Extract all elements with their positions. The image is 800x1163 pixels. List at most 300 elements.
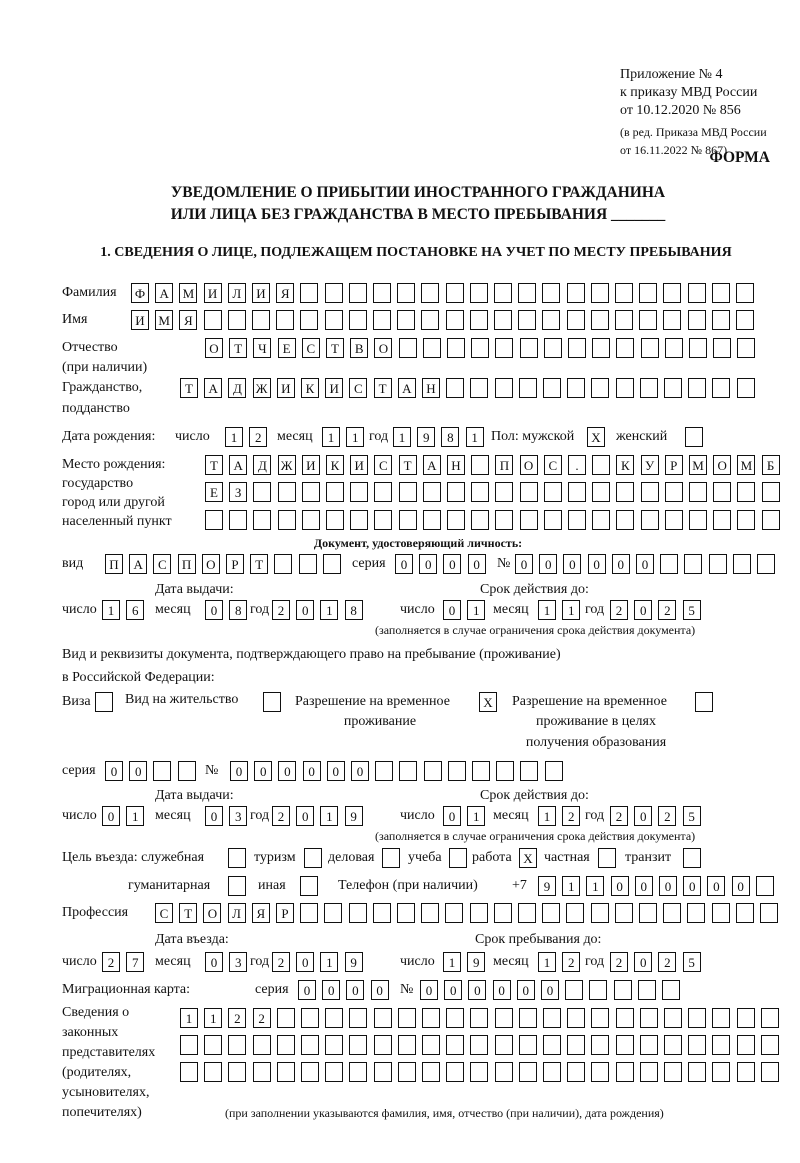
char-box[interactable] (664, 1062, 682, 1082)
char-box[interactable] (664, 378, 682, 398)
char-box[interactable]: 0 (563, 554, 581, 574)
char-box[interactable]: 2 (610, 600, 628, 620)
char-box[interactable]: 8 (441, 427, 459, 447)
char-box[interactable] (470, 903, 488, 923)
char-box[interactable]: 9 (467, 952, 485, 972)
char-box[interactable]: М (737, 455, 755, 475)
char-box[interactable] (470, 1062, 488, 1082)
char-box[interactable] (709, 554, 727, 574)
char-box[interactable] (421, 283, 439, 303)
char-box[interactable] (737, 1008, 755, 1028)
char-box[interactable] (761, 1008, 779, 1028)
char-box[interactable]: X (519, 848, 537, 868)
char-box[interactable] (664, 1008, 682, 1028)
char-box[interactable] (494, 903, 512, 923)
char-box[interactable] (274, 554, 292, 574)
char-box[interactable] (495, 338, 513, 358)
char-box[interactable]: Р (665, 455, 683, 475)
char-box[interactable]: 1 (467, 600, 485, 620)
char-box[interactable] (300, 310, 318, 330)
char-box[interactable] (278, 510, 296, 530)
char-box[interactable] (304, 848, 322, 868)
char-box[interactable] (688, 1062, 706, 1082)
char-box[interactable] (301, 1035, 319, 1055)
char-box[interactable] (663, 283, 681, 303)
char-box[interactable] (712, 283, 730, 303)
char-box[interactable] (736, 283, 754, 303)
char-box[interactable]: 0 (443, 806, 461, 826)
char-box[interactable] (757, 554, 775, 574)
char-box[interactable] (689, 482, 707, 502)
char-box[interactable]: 0 (419, 554, 437, 574)
char-box[interactable] (278, 482, 296, 502)
char-box[interactable]: 1 (562, 600, 580, 620)
char-box[interactable]: 1 (320, 806, 338, 826)
char-box[interactable] (542, 310, 560, 330)
char-box[interactable] (471, 510, 489, 530)
char-box[interactable] (374, 482, 392, 502)
char-box[interactable] (495, 510, 513, 530)
char-box[interactable] (712, 310, 730, 330)
char-box[interactable] (640, 1062, 658, 1082)
char-box[interactable]: У (641, 455, 659, 475)
char-box[interactable]: С (544, 455, 562, 475)
char-box[interactable] (591, 283, 609, 303)
char-box[interactable] (567, 1062, 585, 1082)
char-box[interactable] (567, 1008, 585, 1028)
char-box[interactable] (712, 903, 730, 923)
char-box[interactable] (519, 1062, 537, 1082)
char-box[interactable]: 0 (296, 806, 314, 826)
char-box[interactable]: 2 (228, 1008, 246, 1028)
char-box[interactable] (592, 455, 610, 475)
char-box[interactable] (350, 510, 368, 530)
char-box[interactable] (398, 1008, 416, 1028)
char-box[interactable]: 1 (393, 427, 411, 447)
char-box[interactable] (253, 510, 271, 530)
char-box[interactable]: Е (278, 338, 296, 358)
char-box[interactable] (397, 283, 415, 303)
char-box[interactable]: 0 (588, 554, 606, 574)
char-box[interactable] (495, 482, 513, 502)
char-box[interactable]: 0 (129, 761, 147, 781)
char-box[interactable]: 0 (395, 554, 413, 574)
char-box[interactable] (494, 310, 512, 330)
char-box[interactable] (567, 1035, 585, 1055)
char-box[interactable] (253, 1035, 271, 1055)
char-box[interactable]: О (205, 338, 223, 358)
char-box[interactable]: 2 (272, 952, 290, 972)
char-box[interactable] (494, 283, 512, 303)
char-box[interactable]: 0 (517, 980, 535, 1000)
char-box[interactable]: З (229, 482, 247, 502)
char-box[interactable] (229, 510, 247, 530)
char-box[interactable] (423, 338, 441, 358)
char-box[interactable]: 0 (102, 806, 120, 826)
char-box[interactable]: О (202, 554, 220, 574)
char-box[interactable]: 9 (417, 427, 435, 447)
char-box[interactable] (263, 692, 281, 712)
char-box[interactable] (663, 903, 681, 923)
char-box[interactable] (423, 510, 441, 530)
char-box[interactable] (374, 1062, 392, 1082)
char-box[interactable] (204, 1035, 222, 1055)
char-box[interactable]: Т (205, 455, 223, 475)
char-box[interactable] (737, 482, 755, 502)
char-box[interactable] (447, 482, 465, 502)
char-box[interactable] (301, 1008, 319, 1028)
char-box[interactable]: 1 (586, 876, 604, 896)
char-box[interactable] (543, 1008, 561, 1028)
char-box[interactable]: 1 (538, 952, 556, 972)
char-box[interactable] (448, 761, 466, 781)
char-box[interactable]: 1 (225, 427, 243, 447)
char-box[interactable]: 0 (659, 876, 677, 896)
char-box[interactable] (373, 903, 391, 923)
char-box[interactable]: И (131, 310, 149, 330)
char-box[interactable] (687, 903, 705, 923)
char-box[interactable] (204, 310, 222, 330)
char-box[interactable]: 1 (180, 1008, 198, 1028)
char-box[interactable]: 0 (634, 600, 652, 620)
char-box[interactable] (662, 980, 680, 1000)
char-box[interactable] (591, 903, 609, 923)
char-box[interactable] (683, 848, 701, 868)
char-box[interactable] (568, 338, 586, 358)
char-box[interactable]: 2 (562, 952, 580, 972)
char-box[interactable] (445, 903, 463, 923)
char-box[interactable] (760, 903, 778, 923)
char-box[interactable]: 5 (683, 952, 701, 972)
char-box[interactable] (178, 761, 196, 781)
char-box[interactable] (520, 338, 538, 358)
char-box[interactable] (713, 482, 731, 502)
char-box[interactable]: О (713, 455, 731, 475)
char-box[interactable] (592, 338, 610, 358)
char-box[interactable] (446, 1062, 464, 1082)
char-box[interactable]: П (178, 554, 196, 574)
char-box[interactable] (228, 310, 246, 330)
char-box[interactable] (616, 510, 634, 530)
char-box[interactable] (277, 1062, 295, 1082)
char-box[interactable]: Т (399, 455, 417, 475)
char-box[interactable]: 2 (102, 952, 120, 972)
char-box[interactable] (349, 1008, 367, 1028)
char-box[interactable]: И (302, 455, 320, 475)
char-box[interactable] (449, 848, 467, 868)
char-box[interactable] (421, 310, 439, 330)
char-box[interactable]: Я (252, 903, 270, 923)
char-box[interactable] (276, 310, 294, 330)
char-box[interactable] (614, 980, 632, 1000)
char-box[interactable]: 0 (278, 761, 296, 781)
char-box[interactable] (616, 1035, 634, 1055)
char-box[interactable]: 1 (538, 600, 556, 620)
char-box[interactable] (591, 1062, 609, 1082)
char-box[interactable] (180, 1062, 198, 1082)
char-box[interactable]: 0 (254, 761, 272, 781)
char-box[interactable]: К (301, 378, 319, 398)
char-box[interactable]: Р (276, 903, 294, 923)
char-box[interactable]: Н (422, 378, 440, 398)
char-box[interactable] (567, 283, 585, 303)
char-box[interactable] (736, 310, 754, 330)
char-box[interactable] (349, 1062, 367, 1082)
char-box[interactable]: 1 (538, 806, 556, 826)
char-box[interactable]: П (495, 455, 513, 475)
char-box[interactable] (591, 1008, 609, 1028)
char-box[interactable]: Д (253, 455, 271, 475)
char-box[interactable] (665, 510, 683, 530)
char-box[interactable] (421, 903, 439, 923)
char-box[interactable]: 5 (683, 806, 701, 826)
char-box[interactable]: 2 (658, 806, 676, 826)
char-box[interactable] (616, 338, 634, 358)
char-box[interactable]: 0 (296, 600, 314, 620)
char-box[interactable] (616, 1062, 634, 1082)
char-box[interactable] (616, 1008, 634, 1028)
char-box[interactable]: 1 (320, 600, 338, 620)
char-box[interactable]: 0 (230, 761, 248, 781)
char-box[interactable]: X (479, 692, 497, 712)
char-box[interactable] (325, 1008, 343, 1028)
char-box[interactable]: 5 (683, 600, 701, 620)
char-box[interactable] (589, 980, 607, 1000)
char-box[interactable] (301, 1062, 319, 1082)
char-box[interactable] (641, 482, 659, 502)
char-box[interactable]: 1 (466, 427, 484, 447)
char-box[interactable] (567, 378, 585, 398)
char-box[interactable] (520, 482, 538, 502)
char-box[interactable] (446, 283, 464, 303)
char-box[interactable]: И (204, 283, 222, 303)
char-box[interactable]: И (252, 283, 270, 303)
char-box[interactable]: Ж (278, 455, 296, 475)
char-box[interactable] (519, 1008, 537, 1028)
char-box[interactable] (446, 310, 464, 330)
char-box[interactable]: 1 (346, 427, 364, 447)
char-box[interactable]: 0 (634, 806, 652, 826)
char-box[interactable] (598, 848, 616, 868)
char-box[interactable] (495, 1008, 513, 1028)
char-box[interactable]: Ф (131, 283, 149, 303)
char-box[interactable]: 9 (345, 806, 363, 826)
char-box[interactable]: 2 (272, 806, 290, 826)
char-box[interactable]: Е (205, 482, 223, 502)
char-box[interactable] (519, 1035, 537, 1055)
char-box[interactable] (591, 310, 609, 330)
char-box[interactable] (326, 482, 344, 502)
char-box[interactable] (325, 283, 343, 303)
char-box[interactable] (733, 554, 751, 574)
char-box[interactable]: 9 (345, 952, 363, 972)
char-box[interactable] (664, 1035, 682, 1055)
char-box[interactable]: С (155, 903, 173, 923)
char-box[interactable] (663, 310, 681, 330)
char-box[interactable] (399, 761, 417, 781)
char-box[interactable] (616, 378, 634, 398)
char-box[interactable] (277, 1035, 295, 1055)
char-box[interactable]: 2 (562, 806, 580, 826)
char-box[interactable] (542, 903, 560, 923)
char-box[interactable] (519, 378, 537, 398)
char-box[interactable] (349, 283, 367, 303)
char-box[interactable]: О (203, 903, 221, 923)
char-box[interactable]: Т (229, 338, 247, 358)
char-box[interactable] (520, 761, 538, 781)
char-box[interactable]: 0 (515, 554, 533, 574)
char-box[interactable] (713, 338, 731, 358)
char-box[interactable] (423, 482, 441, 502)
char-box[interactable] (688, 283, 706, 303)
char-box[interactable] (639, 283, 657, 303)
char-box[interactable] (520, 510, 538, 530)
char-box[interactable]: 0 (322, 980, 340, 1000)
char-box[interactable] (641, 338, 659, 358)
char-box[interactable] (688, 310, 706, 330)
char-box[interactable] (374, 1035, 392, 1055)
char-box[interactable] (616, 482, 634, 502)
char-box[interactable]: И (325, 378, 343, 398)
char-box[interactable] (325, 310, 343, 330)
char-box[interactable] (424, 761, 442, 781)
char-box[interactable] (544, 510, 562, 530)
char-box[interactable]: Т (326, 338, 344, 358)
char-box[interactable]: И (277, 378, 295, 398)
char-box[interactable] (615, 903, 633, 923)
char-box[interactable]: К (326, 455, 344, 475)
char-box[interactable]: И (350, 455, 368, 475)
char-box[interactable] (299, 554, 317, 574)
char-box[interactable] (180, 1035, 198, 1055)
char-box[interactable]: 0 (205, 806, 223, 826)
char-box[interactable]: 0 (443, 554, 461, 574)
char-box[interactable]: 0 (634, 952, 652, 972)
char-box[interactable]: 0 (205, 952, 223, 972)
char-box[interactable] (300, 876, 318, 896)
char-box[interactable] (252, 310, 270, 330)
char-box[interactable]: 0 (611, 876, 629, 896)
char-box[interactable] (639, 903, 657, 923)
char-box[interactable] (374, 510, 392, 530)
char-box[interactable] (397, 310, 415, 330)
char-box[interactable] (422, 1035, 440, 1055)
char-box[interactable] (689, 338, 707, 358)
char-box[interactable]: 0 (420, 980, 438, 1000)
char-box[interactable]: 2 (658, 952, 676, 972)
char-box[interactable] (153, 761, 171, 781)
char-box[interactable] (495, 378, 513, 398)
char-box[interactable] (373, 310, 391, 330)
char-box[interactable] (324, 903, 342, 923)
char-box[interactable]: Л (228, 283, 246, 303)
char-box[interactable] (639, 310, 657, 330)
char-box[interactable] (685, 427, 703, 447)
char-box[interactable] (591, 378, 609, 398)
char-box[interactable] (253, 1062, 271, 1082)
char-box[interactable] (712, 1062, 730, 1082)
char-box[interactable]: Ч (253, 338, 271, 358)
char-box[interactable]: А (204, 378, 222, 398)
char-box[interactable] (518, 283, 536, 303)
char-box[interactable]: О (520, 455, 538, 475)
char-box[interactable]: А (155, 283, 173, 303)
char-box[interactable] (399, 510, 417, 530)
char-box[interactable]: С (374, 455, 392, 475)
char-box[interactable] (518, 310, 536, 330)
char-box[interactable]: 2 (249, 427, 267, 447)
char-box[interactable]: 0 (732, 876, 750, 896)
char-box[interactable]: 2 (610, 952, 628, 972)
char-box[interactable] (422, 1062, 440, 1082)
char-box[interactable]: 2 (253, 1008, 271, 1028)
char-box[interactable] (737, 1035, 755, 1055)
char-box[interactable] (374, 1008, 392, 1028)
char-box[interactable] (737, 510, 755, 530)
char-box[interactable] (568, 510, 586, 530)
char-box[interactable]: 6 (126, 600, 144, 620)
char-box[interactable]: Б (762, 455, 780, 475)
char-box[interactable] (472, 761, 490, 781)
char-box[interactable]: 0 (303, 761, 321, 781)
char-box[interactable]: П (105, 554, 123, 574)
char-box[interactable] (640, 1035, 658, 1055)
char-box[interactable]: 7 (126, 952, 144, 972)
char-box[interactable] (688, 378, 706, 398)
char-box[interactable] (544, 482, 562, 502)
char-box[interactable] (565, 980, 583, 1000)
char-box[interactable]: М (689, 455, 707, 475)
char-box[interactable] (713, 510, 731, 530)
char-box[interactable]: Я (276, 283, 294, 303)
char-box[interactable]: 0 (468, 980, 486, 1000)
char-box[interactable] (470, 310, 488, 330)
char-box[interactable] (446, 1008, 464, 1028)
char-box[interactable] (665, 338, 683, 358)
char-box[interactable] (422, 1008, 440, 1028)
char-box[interactable] (398, 1035, 416, 1055)
char-box[interactable]: А (229, 455, 247, 475)
char-box[interactable] (736, 903, 754, 923)
char-box[interactable]: Л (228, 903, 246, 923)
char-box[interactable] (592, 510, 610, 530)
char-box[interactable]: 3 (229, 952, 247, 972)
char-box[interactable]: Т (374, 378, 392, 398)
char-box[interactable] (737, 1062, 755, 1082)
char-box[interactable]: 0 (351, 761, 369, 781)
char-box[interactable] (518, 903, 536, 923)
char-box[interactable] (761, 1035, 779, 1055)
char-box[interactable] (447, 510, 465, 530)
char-box[interactable] (545, 761, 563, 781)
char-box[interactable] (684, 554, 702, 574)
char-box[interactable] (665, 482, 683, 502)
char-box[interactable]: 1 (204, 1008, 222, 1028)
char-box[interactable]: Ж (253, 378, 271, 398)
char-box[interactable] (615, 310, 633, 330)
char-box[interactable]: 0 (443, 600, 461, 620)
char-box[interactable] (470, 1035, 488, 1055)
char-box[interactable] (204, 1062, 222, 1082)
char-box[interactable] (326, 510, 344, 530)
char-box[interactable] (737, 378, 755, 398)
char-box[interactable] (373, 283, 391, 303)
char-box[interactable]: 0 (296, 952, 314, 972)
char-box[interactable] (382, 848, 400, 868)
char-box[interactable]: 0 (493, 980, 511, 1000)
char-box[interactable]: 3 (229, 806, 247, 826)
char-box[interactable] (471, 338, 489, 358)
